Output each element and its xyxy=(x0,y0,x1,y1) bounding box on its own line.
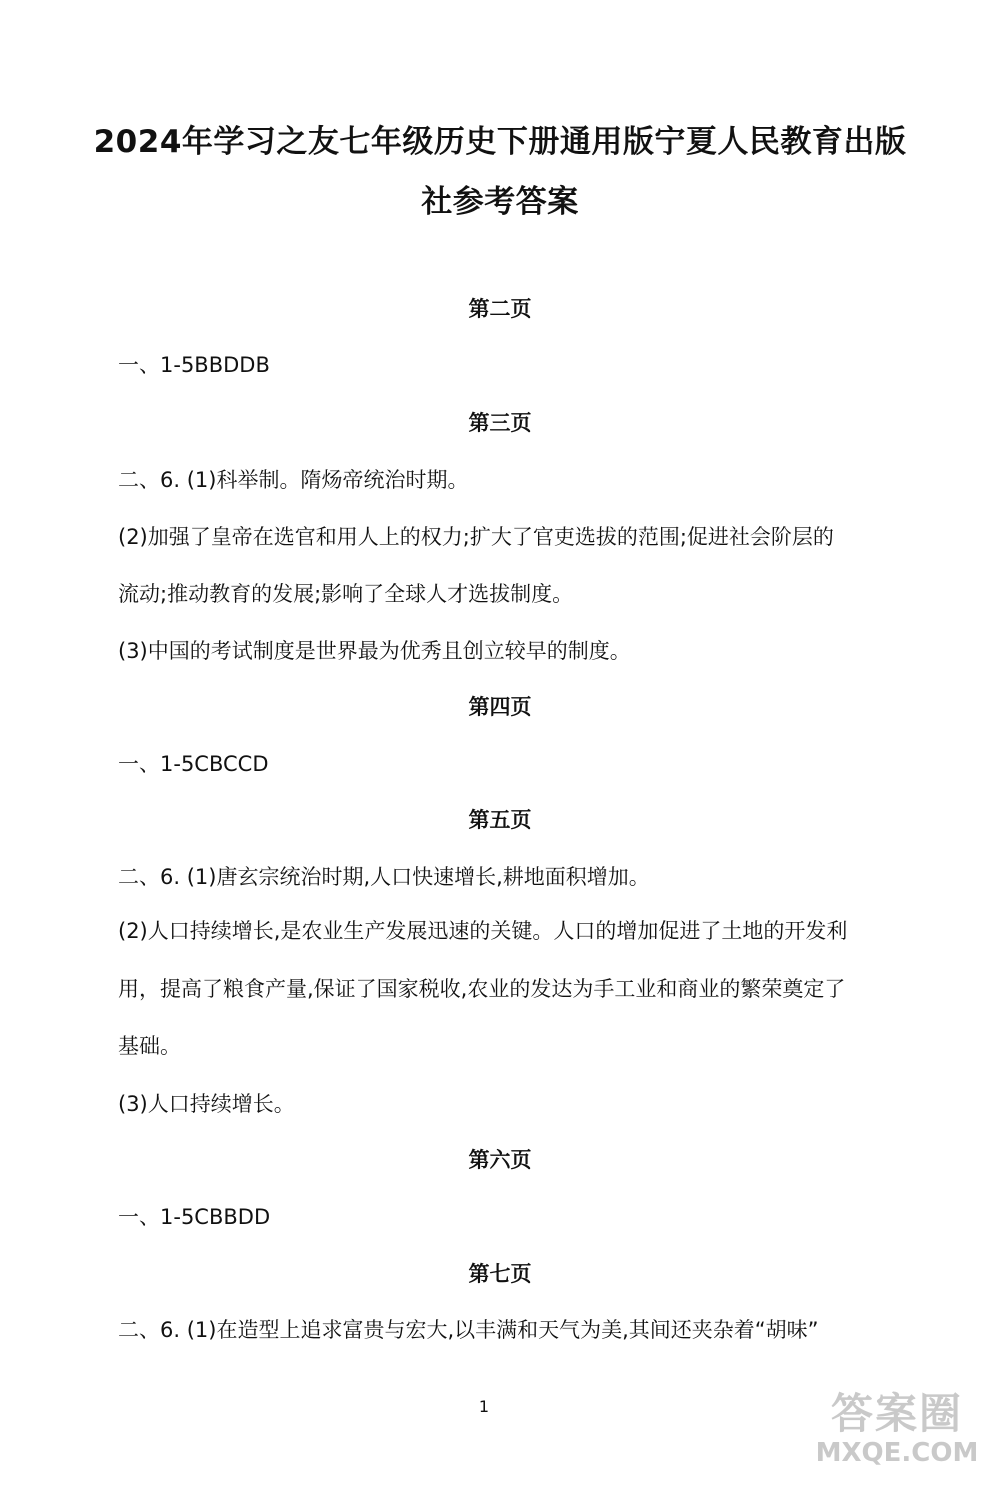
watermark-top-text: 答案圈 xyxy=(830,1389,963,1438)
answer-line: (3)中国的考试制度是世界最为优秀且创立较早的制度。 xyxy=(118,639,631,663)
answer-line: 一、1-5CBBDD xyxy=(118,1205,271,1229)
answer-line: 基础。 xyxy=(118,1034,181,1058)
section-heading-p3: 第三页 xyxy=(468,411,532,435)
section-heading-p7: 第七页 xyxy=(468,1262,532,1286)
site-watermark-logo xyxy=(802,1391,992,1481)
page-number: 1 xyxy=(478,1397,490,1416)
section-heading-p2: 第二页 xyxy=(468,297,532,321)
section-heading-p6: 第六页 xyxy=(468,1148,532,1172)
answer-line: 二、6. (1)唐玄宗统治时期,人口快速增长,耕地面积增加。 xyxy=(118,865,650,889)
section-heading-p4: 第四页 xyxy=(468,695,532,719)
answer-line: 一、1-5BBDDB xyxy=(118,353,270,377)
document-title xyxy=(60,112,940,232)
section-heading-p5: 第五页 xyxy=(468,808,532,832)
title-line-1: 2024年学习之友七年级历史下册通用版宁夏人民教育出版 xyxy=(93,124,907,160)
answer-line: (3)人口持续增长。 xyxy=(118,1092,295,1116)
watermark-bottom-text: MXQE.COM xyxy=(815,1438,979,1468)
answer-line: (2)加强了皇帝在选官和用人上的权力;扩大了官吏选拔的范围;促进社会阶层的 xyxy=(118,525,834,549)
answer-line: 用，提高了粮食产量,保证了国家税收,农业的发达为手工业和商业的繁荣奠定了 xyxy=(118,977,846,1001)
answer-line: 一、1-5CBCCD xyxy=(118,752,269,776)
answer-line: 二、6. (1)科举制。隋炀帝统治时期。 xyxy=(118,468,469,492)
answer-line: (2)人口持续增长,是农业生产发展迅速的关键。人口的增加促进了土地的开发利 xyxy=(118,919,848,943)
answer-line: 二、6. (1)在造型上追求富贵与宏大,以丰满和天气为美,其间还夹杂着“胡味” xyxy=(118,1318,819,1342)
answer-line: 流动;推动教育的发展;影响了全球人才选拔制度。 xyxy=(118,582,574,606)
title-line-2: 社参考答案 xyxy=(421,184,579,220)
